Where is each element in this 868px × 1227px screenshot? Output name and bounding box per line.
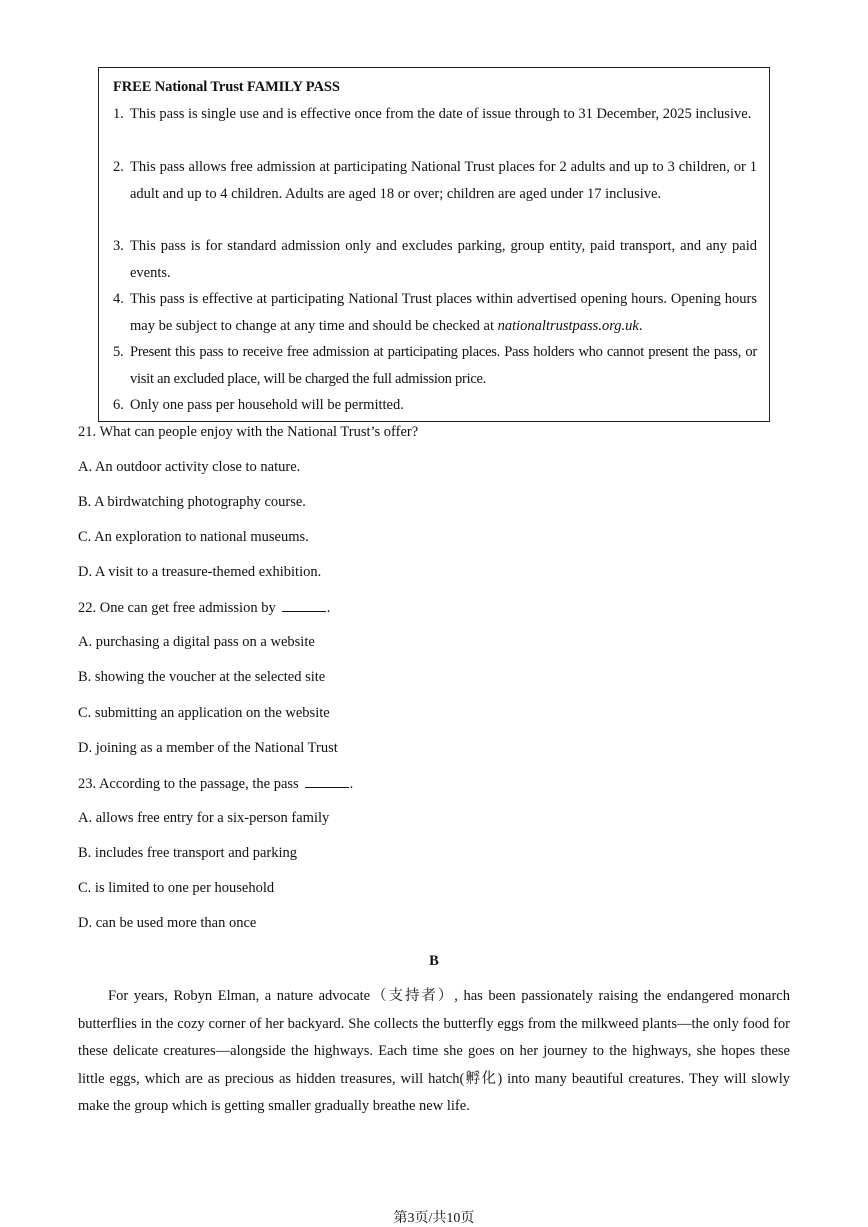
pass-rule-3: [113, 233, 757, 286]
page-number: 第3页/共10页: [393, 1211, 475, 1226]
pass-website-link: nationaltrustpass.org.uk: [497, 317, 639, 334]
question-22-option-b[interactable]: B. showing the voucher at the selected site: [78, 669, 326, 685]
rule-text: This pass is for standard admission only and excludes parking, group entity, paid transport, and any paid events.: [130, 238, 757, 281]
rule-number: 2.: [113, 159, 124, 175]
question-23-text: 23. According to the passage, the pass: [78, 776, 299, 792]
pass-rule-2: [113, 154, 757, 207]
pass-rule-4: [113, 286, 757, 339]
question-23-stem: [78, 775, 353, 793]
question-21-option-d[interactable]: D. A visit to a treasure-themed exhibition.: [78, 564, 322, 580]
rule-number: 5.: [113, 344, 124, 360]
rule-text: This pass is single use and is effective once from the date of issue through to 31 December, 2025 inclusive.: [130, 106, 752, 122]
question-22-stem: [78, 599, 330, 617]
rule-text: This pass allows free admission at participating National Trust places for 2 adults and up to 3 children, or 1 adult and up to 4 children. Adults are aged 18 or over; children are aged under 17 inclusive.: [130, 159, 757, 202]
rule-number: 1.: [113, 106, 124, 122]
question-21-option-b[interactable]: B. A birdwatching photography course.: [78, 494, 306, 510]
rule-number: 6.: [113, 397, 124, 413]
question-23-option-d[interactable]: D. can be used more than once: [78, 915, 257, 931]
rule-text: [113, 286, 757, 339]
rule-number: 3.: [113, 238, 124, 254]
pass-title: FREE National Trust FAMILY PASS: [113, 79, 340, 95]
question-22-option-d[interactable]: D. joining as a member of the National Trust: [78, 740, 338, 756]
rule-text: Present this pass to receive free admission at participating places. Pass holders who cannot present the pass, or visit an excluded place, will be charged the full admission price.: [130, 344, 757, 387]
question-21-stem: 21. What can people enjoy with the National Trust’s offer?: [78, 424, 419, 440]
rule-text-part: This pass is effective at participating National Trust places within advertised opening hours. Opening hours may be subject to change at any time and should be checked at: [130, 291, 757, 334]
question-22-text: 22. One can get free admission by: [78, 600, 276, 616]
pass-rule-1: [113, 101, 757, 128]
question-22-option-c[interactable]: C. submitting an application on the website: [78, 705, 330, 721]
pass-rule-6: [113, 392, 757, 419]
rule-text-end: .: [638, 317, 643, 334]
rule-number: 4.: [113, 291, 124, 307]
question-23-option-c[interactable]: C. is limited to one per household: [78, 880, 275, 896]
rule-text: Only one pass per household will be permitted.: [130, 397, 404, 413]
question-23-option-a[interactable]: A. allows free entry for a six-person family: [78, 810, 330, 826]
question-23-option-b[interactable]: B. includes free transport and parking: [78, 845, 298, 861]
answer-blank: [305, 775, 349, 788]
passage-paragraph: For years, Robyn Elman, a nature advocate（支持者）, has been passionately raising the endangered monarch butterflies in the cozy corner of her backyard. She collects the butterfly eggs from the milkweed plants—the only food for these delicate creatures—alongside the highways. Each time she goes on her journey to the highways, she hopes these little eggs, which are as precious as hidden treasures, will hatch(孵化) into many beautiful creatures. They will slowly make the group which is getting smaller gradually breathe new life.: [78, 988, 790, 1115]
question-21-option-a[interactable]: A. An outdoor activity close to nature.: [78, 459, 301, 475]
question-21-option-c[interactable]: C. An exploration to national museums.: [78, 529, 309, 545]
question-22-end: .: [326, 600, 331, 616]
question-22-option-a[interactable]: A. purchasing a digital pass on a website: [78, 634, 315, 650]
pass-rule-5: [113, 339, 757, 392]
section-heading: B: [429, 953, 439, 969]
answer-blank: [282, 599, 326, 612]
question-23-end: .: [349, 776, 354, 792]
